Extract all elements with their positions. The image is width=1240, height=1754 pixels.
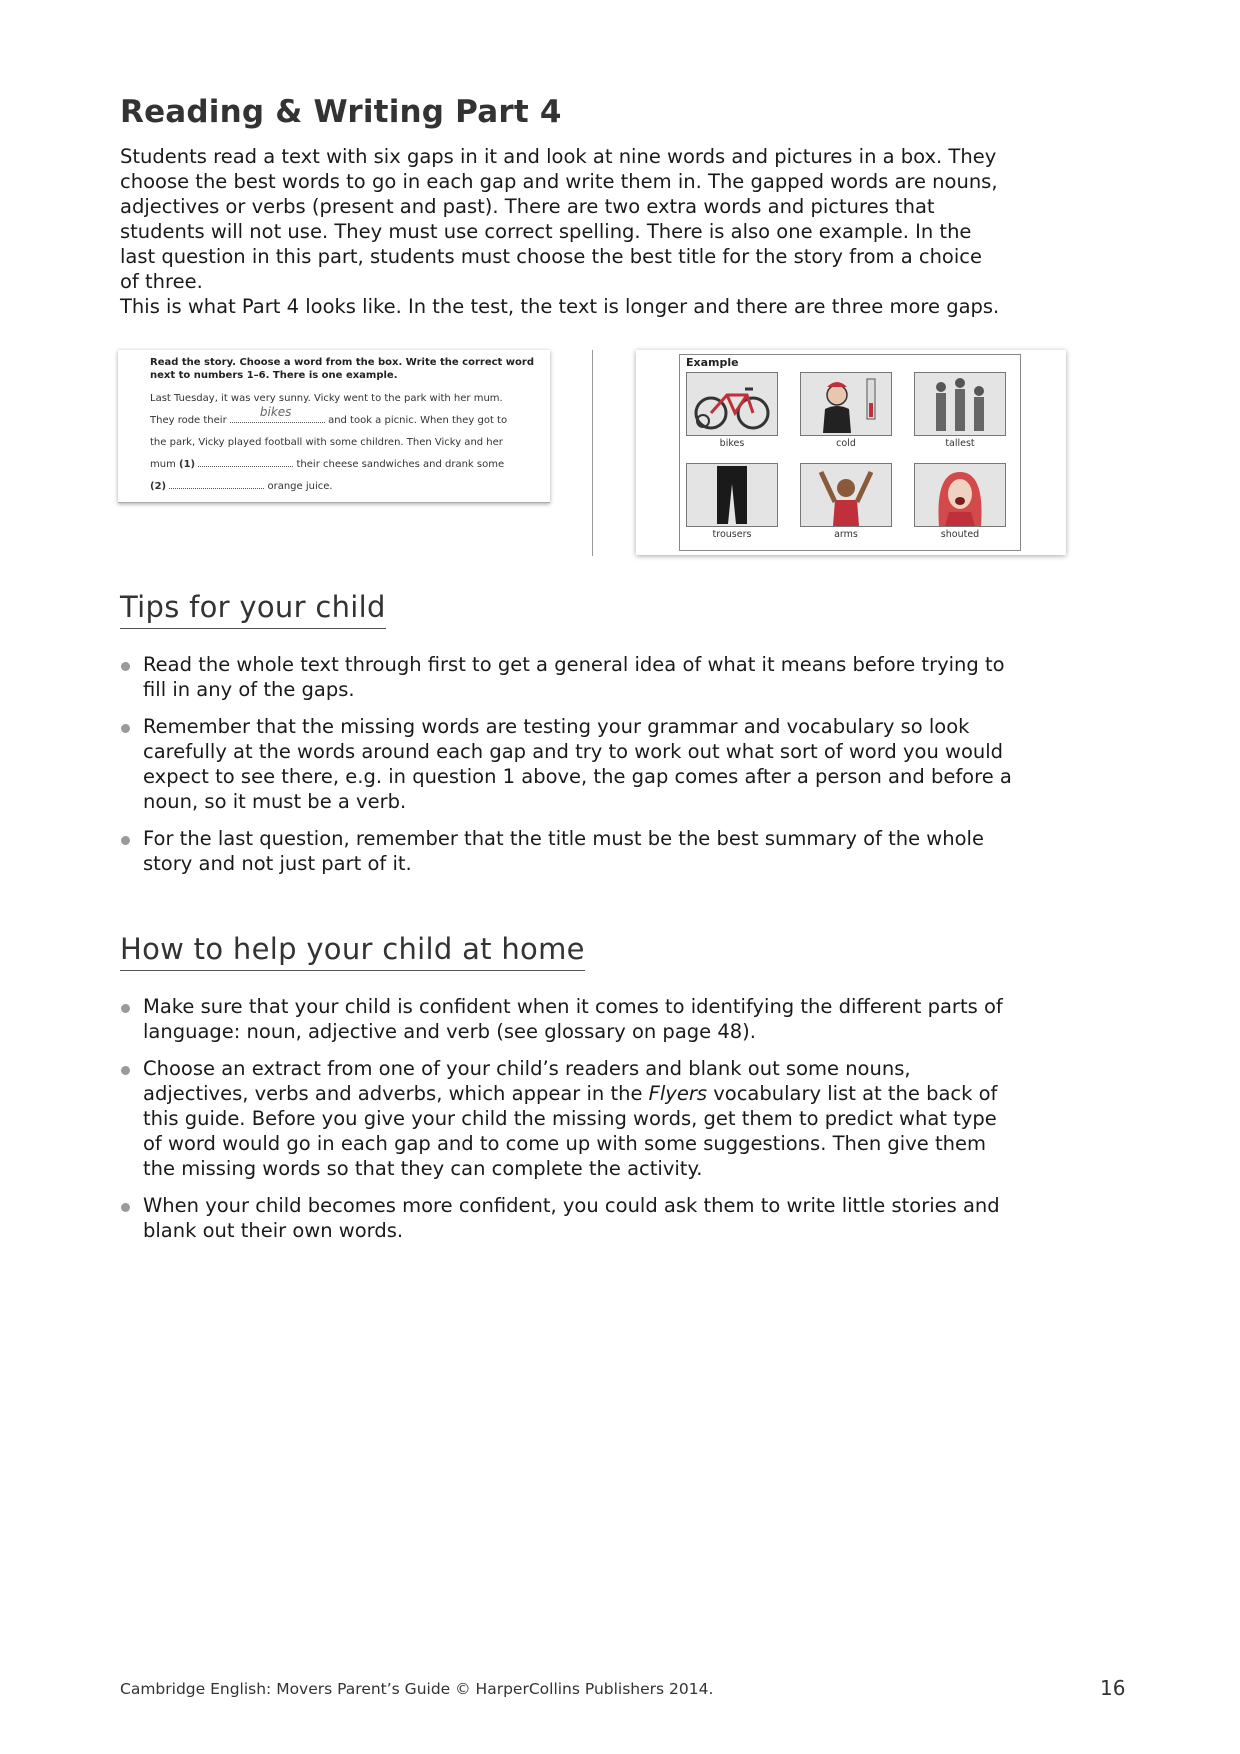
bike-icon <box>686 372 778 436</box>
excerpt-line-5 <box>150 476 545 498</box>
excerpt-line-2-end: and took a picnic. When they got to <box>328 415 508 426</box>
word-cell-tallest <box>914 372 1006 449</box>
help-list <box>120 994 1020 1255</box>
tips-heading: Tips for your child <box>120 590 386 629</box>
tip-item-2: Remember that the missing words are testing your grammar and vocabulary so look carefully at the words around each gap and try to work out what sort of word you would expect to see there, e.g. in question 1 above, the gap comes after a person and before a noun, so it must be a verb. <box>120 714 1020 814</box>
tip-item-3: For the last question, remember that the title must be the best summary of the whole story and not just part of it. <box>120 826 1020 876</box>
intro-note: This is what Part 4 looks like. In the test, the text is longer and there are three more gaps. <box>120 295 1000 318</box>
cold-person-icon <box>800 372 892 436</box>
excerpt-divider <box>592 350 593 556</box>
flyers-term: Flyers <box>648 1082 708 1105</box>
excerpt-line-4-start: mum <box>150 459 176 470</box>
page-title: Reading & Writing Part 4 <box>120 94 562 130</box>
excerpt-line-2 <box>150 405 545 432</box>
caption-trousers: trousers <box>712 529 752 540</box>
page-number: 16 <box>1100 1676 1126 1700</box>
excerpt-instruction: Read the story. Choose a word from the box. Write the correct word next to numbers 1–6. There is one example. <box>150 357 534 381</box>
people-icon <box>914 372 1006 436</box>
word-cell-arms <box>800 463 892 540</box>
excerpt-line-3: the park, Vicky played football with some children. Then Vicky and her <box>150 437 503 448</box>
example-gap <box>230 405 325 423</box>
tips-list <box>120 652 1020 888</box>
help-item-3: When your child becomes more confident, you could ask them to write little stories and blank out their own words. <box>120 1193 1020 1243</box>
exam-word-box <box>636 350 1066 555</box>
question-number-1: (1) <box>179 459 196 470</box>
answer-gap-1 <box>198 456 293 467</box>
footer-copyright: Cambridge English: Movers Parent’s Guide © HarperCollins Publishers 2014. <box>120 1680 714 1698</box>
excerpt-line-2-start: They rode their <box>150 415 227 426</box>
caption-arms: arms <box>834 529 858 540</box>
word-cell-trousers <box>686 463 778 540</box>
intro-paragraph: Students read a text with six gaps in it and look at nine words and pictures in a box. They choose the best words to go in each gap and write them in. The gapped words are nouns, adjectives or verbs (present and past). There are two extra words and pictures that students will not use. They must use correct spelling. There is also one example. In the last question in this part, students must choose the best title for the story from a choice of three. <box>120 145 998 293</box>
word-cell-bikes <box>686 372 778 449</box>
help-item-2-start: Choose an extract from one of your child’s readers and blank out some nouns, adjectives, verbs and adverbs, which appear in the <box>143 1057 911 1105</box>
arms-icon <box>800 463 892 527</box>
trousers-icon <box>686 463 778 527</box>
help-item-2-end: vocabulary list at the back of this guide. Before you give your child the missing words, get them to predict what type of word would go in each gap and to come up with some suggestions. Then give them the missing words so that they can complete the activity. <box>143 1082 998 1180</box>
help-item-1: Make sure that your child is confident when it comes to identifying the different parts of language: noun, adjective and verb (see glossary on page 48). <box>120 994 1020 1044</box>
caption-tallest: tallest <box>945 438 975 449</box>
caption-bikes: bikes <box>719 438 745 449</box>
question-number-2: (2) <box>150 481 167 492</box>
excerpt-line-5-end: orange juice. <box>267 481 333 492</box>
excerpt-line-4 <box>150 454 545 476</box>
example-label: Example <box>686 356 739 369</box>
caption-shouted: shouted <box>940 529 980 540</box>
shouting-icon <box>914 463 1006 527</box>
answer-gap-2 <box>169 478 264 489</box>
example-answer: bikes <box>259 405 292 419</box>
excerpt-line-1: Last Tuesday, it was very sunny. Vicky went to the park with her mum. <box>150 393 503 404</box>
excerpt-line-4-end: their cheese sandwiches and drank some <box>296 459 505 470</box>
help-heading: How to help your child at home <box>120 932 585 971</box>
caption-cold: cold <box>836 438 856 449</box>
help-item-2 <box>120 1056 1020 1181</box>
word-cell-cold <box>800 372 892 449</box>
exam-story-excerpt <box>118 350 550 503</box>
word-cell-shouted <box>914 463 1006 540</box>
tip-item-1: Read the whole text through first to get a general idea of what it means before trying to fill in any of the gaps. <box>120 652 1020 702</box>
